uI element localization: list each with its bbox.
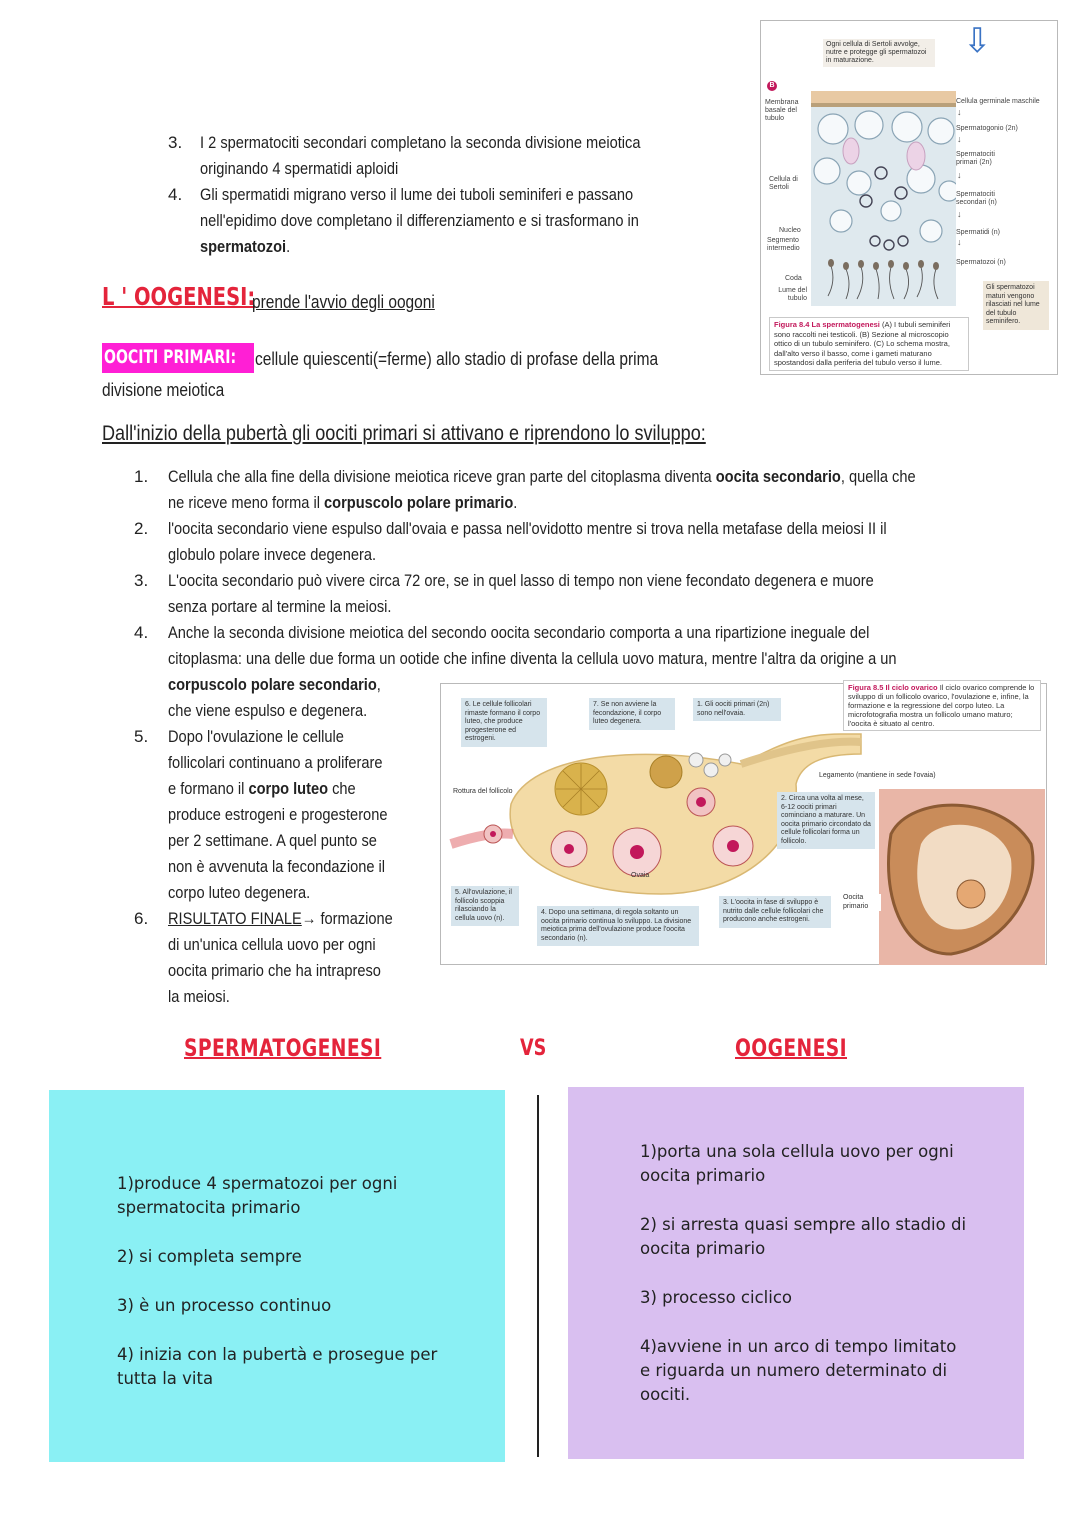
label-rupture: Rottura del follicolo <box>453 788 513 795</box>
oo-step-1-line-1 <box>168 464 916 490</box>
ovarian-cycle-figure <box>440 683 1047 965</box>
spermatogenesi-title: SPERMATOGENESI <box>184 1034 382 1062</box>
label-nucleus: Nucleo <box>779 227 801 234</box>
text-d: ne riceve meno forma il <box>168 493 325 512</box>
stage-spermatozoa: Spermatozoi (n) <box>956 259 1006 266</box>
term-corpo-luteo: corpo luteo <box>248 779 329 798</box>
label-lumen: Lume del tubulo <box>778 287 807 302</box>
oo-step-5-line-6: non è avvenuta la fecondazione il <box>168 857 386 876</box>
text-a: Cellula che alla fine della divisione meiotica riceve gran parte del citoplasma diventa <box>168 467 716 486</box>
sperm-step-3-num: 3. <box>168 133 183 152</box>
sperm-step-3-line-1: I 2 spermatociti secondari completano la seconda divisione meiotica <box>200 133 641 152</box>
sperm-step-4-line-3 <box>200 234 290 260</box>
oo-step-5-num: 5. <box>134 727 149 746</box>
label-step-7: 7. Se non avviene la fecondazione, il corpo luteo degenera. <box>589 698 675 730</box>
text-c3: che <box>328 779 356 798</box>
sperm-release-note: Gli spermatozoi maturi vengono rilasciati nel lume del tubulo seminifero. <box>983 281 1049 330</box>
figure-8-4-caption <box>769 317 969 371</box>
label-ovary: Ovaia <box>631 872 650 879</box>
sperm-step-3-line-2: originando 4 spermatidi aploidi <box>200 159 399 178</box>
oo-step-4-line-1: Anche la seconda divisione meiotica del secondo oocita secondario comporta a una ripartizione ineguale del <box>168 623 870 642</box>
text-f: . <box>513 493 518 512</box>
arrow-down-icon: ↓ <box>957 237 962 247</box>
stage-spermatids: Spermatidi (n) <box>956 229 1000 236</box>
oogenesi-heading: L ' OOGENESI: <box>102 282 256 311</box>
oo-item-1: 1)porta una sola cellula uovo per ogni oocita primario <box>640 1142 954 1185</box>
spermatogenesi-box <box>49 1090 505 1462</box>
oo-step-5-line-7: corpo luteo degenera. <box>168 883 311 902</box>
sperm-item-1: 1)produce 4 spermatozoi per ogni spermatocita primario <box>117 1174 398 1217</box>
oociti-primari-text-cont: divisione meiotica <box>102 380 225 400</box>
label-midpiece: Segmento intermedio <box>767 237 800 252</box>
oo-step-6-line-2: di un'unica cellula uovo per ogni <box>168 935 376 954</box>
oo-step-3-line-1: L'oocita secondario può vivere circa 72 ore, se in quel lasso di tempo non viene fecondato degenera e muore <box>168 571 874 590</box>
label-step-6: 6. Le cellule follicolari rimaste formano il corpo luteo, che produce progesterone ed estrogeni. <box>461 698 547 747</box>
label-tail: Coda <box>785 275 802 282</box>
oo-step-6-line-3: oocita primario che ha intrapreso <box>168 961 381 980</box>
oo-step-1-line-2 <box>168 490 517 516</box>
sperm-item-4: 4) inizia con la pubertà e prosegue per tutta la vita <box>117 1345 438 1388</box>
sperm-step-4-line-2: nell'epidimo dove completano il differenziamento e si trasformano in <box>200 211 639 230</box>
stage-germ-cell: Cellula germinale maschile <box>956 98 1040 105</box>
label-step-1: 1. Gli oociti primari (2n) sono nell'ovaia. <box>693 698 781 721</box>
term-oocita-secondario: oocita secondario <box>715 467 841 486</box>
oo-step-1-num: 1. <box>134 467 149 486</box>
sertoli-note: Ogni cellula di Sertoli avvolge, nutre e protegge gli spermatozoi in maturazione. <box>823 39 935 67</box>
oogenesi-box <box>568 1087 1024 1459</box>
label-step-4: 4. Dopo una settimana, di regola soltanto un oocita primario continua lo sviluppo. La divisione meiotica prima dell'ovulazione produce l'oocita secondario (n). <box>537 906 699 946</box>
oo-step-3-line-2: senza portare al termine la meiosi. <box>168 597 392 616</box>
panel-marker: B <box>767 81 777 91</box>
oociti-primari-text: cellule quiescenti(=ferme) allo stadio di profase della prima <box>255 349 659 369</box>
figure-8-5-caption <box>843 680 1041 731</box>
seminiferous-tubule-illustration <box>811 91 956 306</box>
oo-step-5-line-1: Dopo l'ovulazione le cellule <box>168 727 344 746</box>
risultato-finale: RISULTATO FINALE <box>168 909 302 928</box>
oociti-primari-label: OOCITI PRIMARI: <box>104 346 237 368</box>
label-ligament: Legamento (mantiene in sede l'ovaia) <box>819 772 936 779</box>
caption-text: (A) I tubuli seminiferi sono raccolti nei testicoli. (B) Sezione al microscopio ottico di un tubulo seminifero. (C) Lo schema mostra, dall'alto verso il basso, come i gameti maturano spostandosi dalla periferia del tubulo verso il lume. <box>774 320 951 367</box>
down-arrow-icon: ⇩ <box>963 22 992 60</box>
oo-step-5-line-4: produce estrogeni e progesterone <box>168 805 388 824</box>
oogenesi-title: OOGENESI <box>735 1034 848 1062</box>
oo-step-4-line-2: citoplasma: una delle due forma un ootide che infine diventa la cellula uovo matura, mentre l'altra da origine a un <box>168 649 897 668</box>
stage-primary-spermatocytes: Spermatociti primari (2n) <box>956 151 995 166</box>
puberty-heading: Dall'inizio della pubertà gli oociti primari si attivano e riprendono lo sviluppo: <box>102 422 706 445</box>
label-sertoli-cell: Cellula di Sertoli <box>769 176 798 191</box>
oo-step-4-line-4: che viene espulso e degenera. <box>168 701 368 720</box>
stage-secondary-spermatocytes: Spermatociti secondari (n) <box>956 191 997 206</box>
oo-step-4-num: 4. <box>134 623 149 642</box>
oo-step-3-num: 3. <box>134 571 149 590</box>
sperm-step-4-line-1: Gli spermatidi migrano verso il lume dei tuboli seminiferi e passano <box>200 185 634 204</box>
sperm-item-2: 2) si completa sempre <box>117 1247 302 1266</box>
oo-step-2-line-2: globulo polare invece degenera. <box>168 545 377 564</box>
oo-step-6-line-1 <box>168 906 393 932</box>
arrow-down-icon: ↓ <box>957 209 962 219</box>
comma: , <box>376 675 381 694</box>
sperm-item-3: 3) è un processo continuo <box>117 1296 332 1315</box>
oo-step-6-line-4: la meiosi. <box>168 987 230 1006</box>
oo-step-5-line-3 <box>168 776 356 802</box>
oo-step-2-num: 2. <box>134 519 149 538</box>
label-step-5: 5. All'ovulazione, il follicolo scoppia rilasciando la cellula uovo (n). <box>451 886 519 926</box>
caption-title: Figura 8.4 La spermatogenesi <box>774 320 880 329</box>
arrow-down-icon: ↓ <box>957 107 962 117</box>
oo-step-5-line-5: per 2 settimane. A quel punto se <box>168 831 377 850</box>
oogenesi-heading-rest: prende l'avvio degli oogoni <box>252 292 435 312</box>
oo-item-3: 3) processo ciclico <box>640 1288 792 1307</box>
arrow-right-icon: → <box>301 909 317 928</box>
vs-label: VS <box>520 1036 547 1061</box>
sperm-step-4-num: 4. <box>168 185 183 204</box>
oo-step-5-line-2: follicolari continuano a proliferare <box>168 753 383 772</box>
term-corpuscolo-polare-primario: corpuscolo polare primario <box>324 493 514 512</box>
stage-spermatogonium: Spermatogonio (2n) <box>956 125 1018 132</box>
label-basal-membrane: Membrana basale del tubulo <box>765 99 799 122</box>
caption-text: Il ciclo ovarico comprende lo sviluppo di un follicolo ovarico, l'ovulazione e, infine, la formazione e la regressione del corpo luteo. La microfotografia mostra un follicolo umano maturo; l'oocita è situato al centro. <box>848 683 1035 728</box>
term-corpuscolo-polare-secondario: corpuscolo polare secondario <box>168 675 377 694</box>
oo-step-2-line-1: l'oocita secondario viene espulso dall'ovaia e passa nell'ovidotto mentre si trova nella metafase della meiosi II il <box>168 519 887 538</box>
label-step-3: 3. L'oocita in fase di sviluppo è nutrito dalle cellule follicolari che producono anche estrogeni. <box>719 896 831 928</box>
oo-step-6-num: 6. <box>134 909 149 928</box>
caption-title: Figura 8.5 Il ciclo ovarico <box>848 683 938 692</box>
period: . <box>286 237 291 256</box>
label-primary-oocyte: Oocita primario <box>843 894 881 911</box>
oo-item-4: 4)avviene in un arco di tempo limitato e riguarda un numero determinato di oociti. <box>640 1337 957 1404</box>
text-formazione: formazione <box>316 909 393 928</box>
text-c1: e formano il <box>168 779 249 798</box>
spermatogenesis-figure <box>760 20 1058 375</box>
arrow-down-icon: ↓ <box>957 134 962 144</box>
oo-item-2: 2) si arresta quasi sempre allo stadio di oocita primario <box>640 1215 967 1258</box>
label-step-2: 2. Circa una volta al mese, 6-12 oociti primari cominciano a maturare. Un oocita primario circondato da cellule follicolari forma un follicolo. <box>777 792 875 849</box>
divider-line <box>537 1095 539 1457</box>
term-spermatozoi: spermatozoi <box>200 237 287 256</box>
arrow-down-icon: ↓ <box>957 170 962 180</box>
text-c: , quella che <box>840 467 916 486</box>
oo-step-4-line-3 <box>168 672 381 698</box>
